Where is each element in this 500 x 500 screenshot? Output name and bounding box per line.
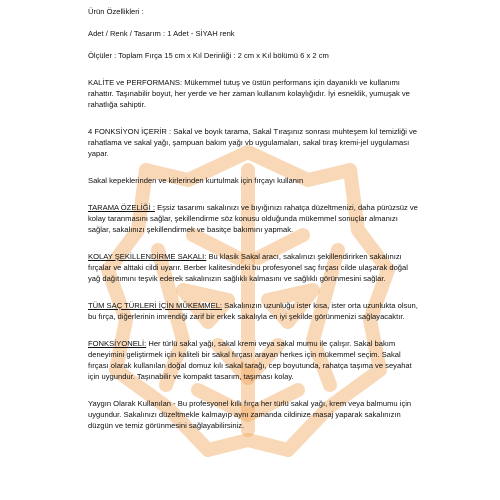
hair-types-paragraph [88, 300, 418, 322]
hair-types-label: TÜM SAÇ TÜRLERİ İÇİN MÜKEMMEL: [88, 301, 223, 310]
easy-styling-paragraph [88, 251, 418, 284]
quality-paragraph [88, 77, 418, 110]
hair-types-text: Sakalınızın uzunluğu ister kısa, ister orta uzunlukta olsun, bu fırça, diğerlerinin imrendiği zarif bir erkek sakalıyla en iyi şekilde görünmenizi sağlayacaktır. [88, 301, 418, 321]
functions-text: Sakal ve boyık tarama, Sakal Tıraşınız sonrası muhteşem kıl temizliği ve rahatlama ve sakal yağı, şampuan bakım yağı vb uygulamaları, sakal tıraş kremi-jel uygulaması yapar. [88, 127, 418, 158]
quality-label: KALİTE ve PERFORMANS: [88, 78, 183, 87]
styling-paragraph [88, 202, 418, 235]
functional-text: Her türlü sakal yağı, sakal kremi veya sakal mumu ile çalışır. Sakal bakım deneyimini geliştirmek için kaliteli bir sakal fırçası arayan herkes için mükemmel seçim. Sakal fırçası olarak kullanılan doğal domuz kılı sakal tarağı, cep boyutunda, rahatça taşıma ve seyahat için uygundur. Taşınabilir ve kompakt tasarım, taşıması kolay. [88, 339, 412, 381]
heading: Ürün Özellikleri : [88, 7, 144, 16]
functions-paragraph [88, 126, 418, 159]
quality-text: Mükemmel tutuş ve üstün performans için dayanıklı ve kullanımı rahattır. Taşınabilir boyut, her yerde ve her zaman kullanım kolaylığıdır. İyi esneklik, yumuşak ve rahatlığa sahiptir. [88, 78, 410, 109]
functions-label: 4 FONKSİYON İÇERİR : [88, 127, 172, 136]
usage-paragraph: Yaygın Olarak Kullanılan - Bu profesyonel kıllı fırça her türlü sakal yağı, krem veya balmumu için uygundur. Sakalınızı düzeltmekle kalmayıp aynı zamanda cildinize masaj yaparak sakalınızın düzgün ve temiz görünmesini sağlayabilirsiniz. [88, 399, 412, 430]
functional-label: FONKSİYONELİ: [88, 339, 147, 348]
color-line: Adet / Renk / Tasarım : 1 Adet - SİYAH renk [88, 29, 235, 38]
easy-styling-text: Bu klasik Sakal aracı, sakalınızı şekillendirirken sakalınızı fırçalar ve alttaki cildi uyarır. Berber kalitesindeki bu profesyonel saç fırçası cilde ulaşarak doğal yağ dağıtımını teşvik ederek sakalınızın sağlıklı kalmasını ve sağlıklı görünmesini sağlar. [88, 252, 408, 283]
easy-styling-label: KOLAY ŞEKİLLENDİRME SAKALI: [88, 252, 207, 261]
product-description [88, 6, 418, 431]
size-line: Ölçüler : Toplam Fırça 15 cm x Kıl Derinliği : 2 cm x Kıl bölümü 6 x 2 cm [88, 51, 329, 60]
styling-label: TARAMA ÖZELİĞİ : [88, 203, 155, 212]
styling-text: Eşsiz tasarımı sakalınızı ve bıyığınızı rahatça düzeltmenizi, daha pürüzsüz ve kolay taranmasını sağlar, şekillendirme söz konusu olduğunda mükemmel sonuçlar almanızı sağlar, sakalınızı şekillendirmek ve basitçe bakımını yapmak. [88, 203, 418, 234]
dandruff-line: Sakal kepeklerinden ve kirlerinden kurtulmak için fırçayı kullanın [88, 176, 304, 185]
functional-paragraph [88, 338, 418, 382]
